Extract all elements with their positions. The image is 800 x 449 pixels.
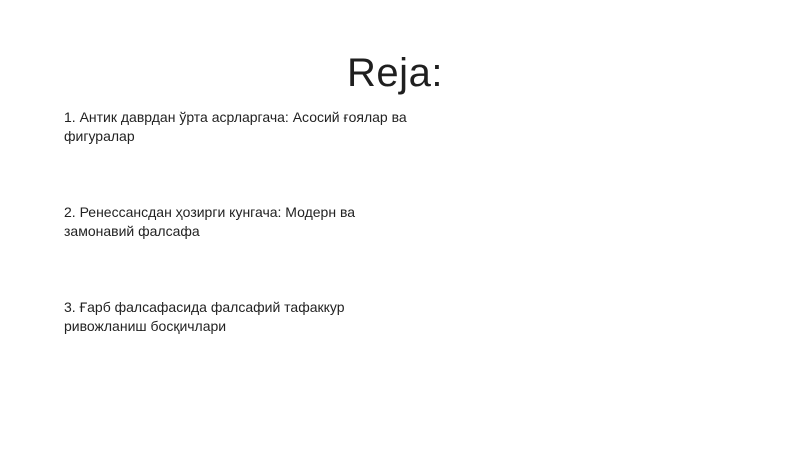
plan-item-1: 1. Антик даврдан ўрта асрларгача: Асосий ғоялар ва фигуралар	[64, 109, 407, 144]
plan-item-3: 3. Ғарб фалсафасида фалсафий тафаккур ривожланиш босқичлари	[64, 299, 345, 334]
plan-list	[64, 108, 424, 336]
slide-title: Reja:	[347, 50, 443, 95]
plan-item-2: 2. Ренессансдан ҳозирги кунгача: Модерн ва замонавий фалсафа	[64, 204, 356, 239]
